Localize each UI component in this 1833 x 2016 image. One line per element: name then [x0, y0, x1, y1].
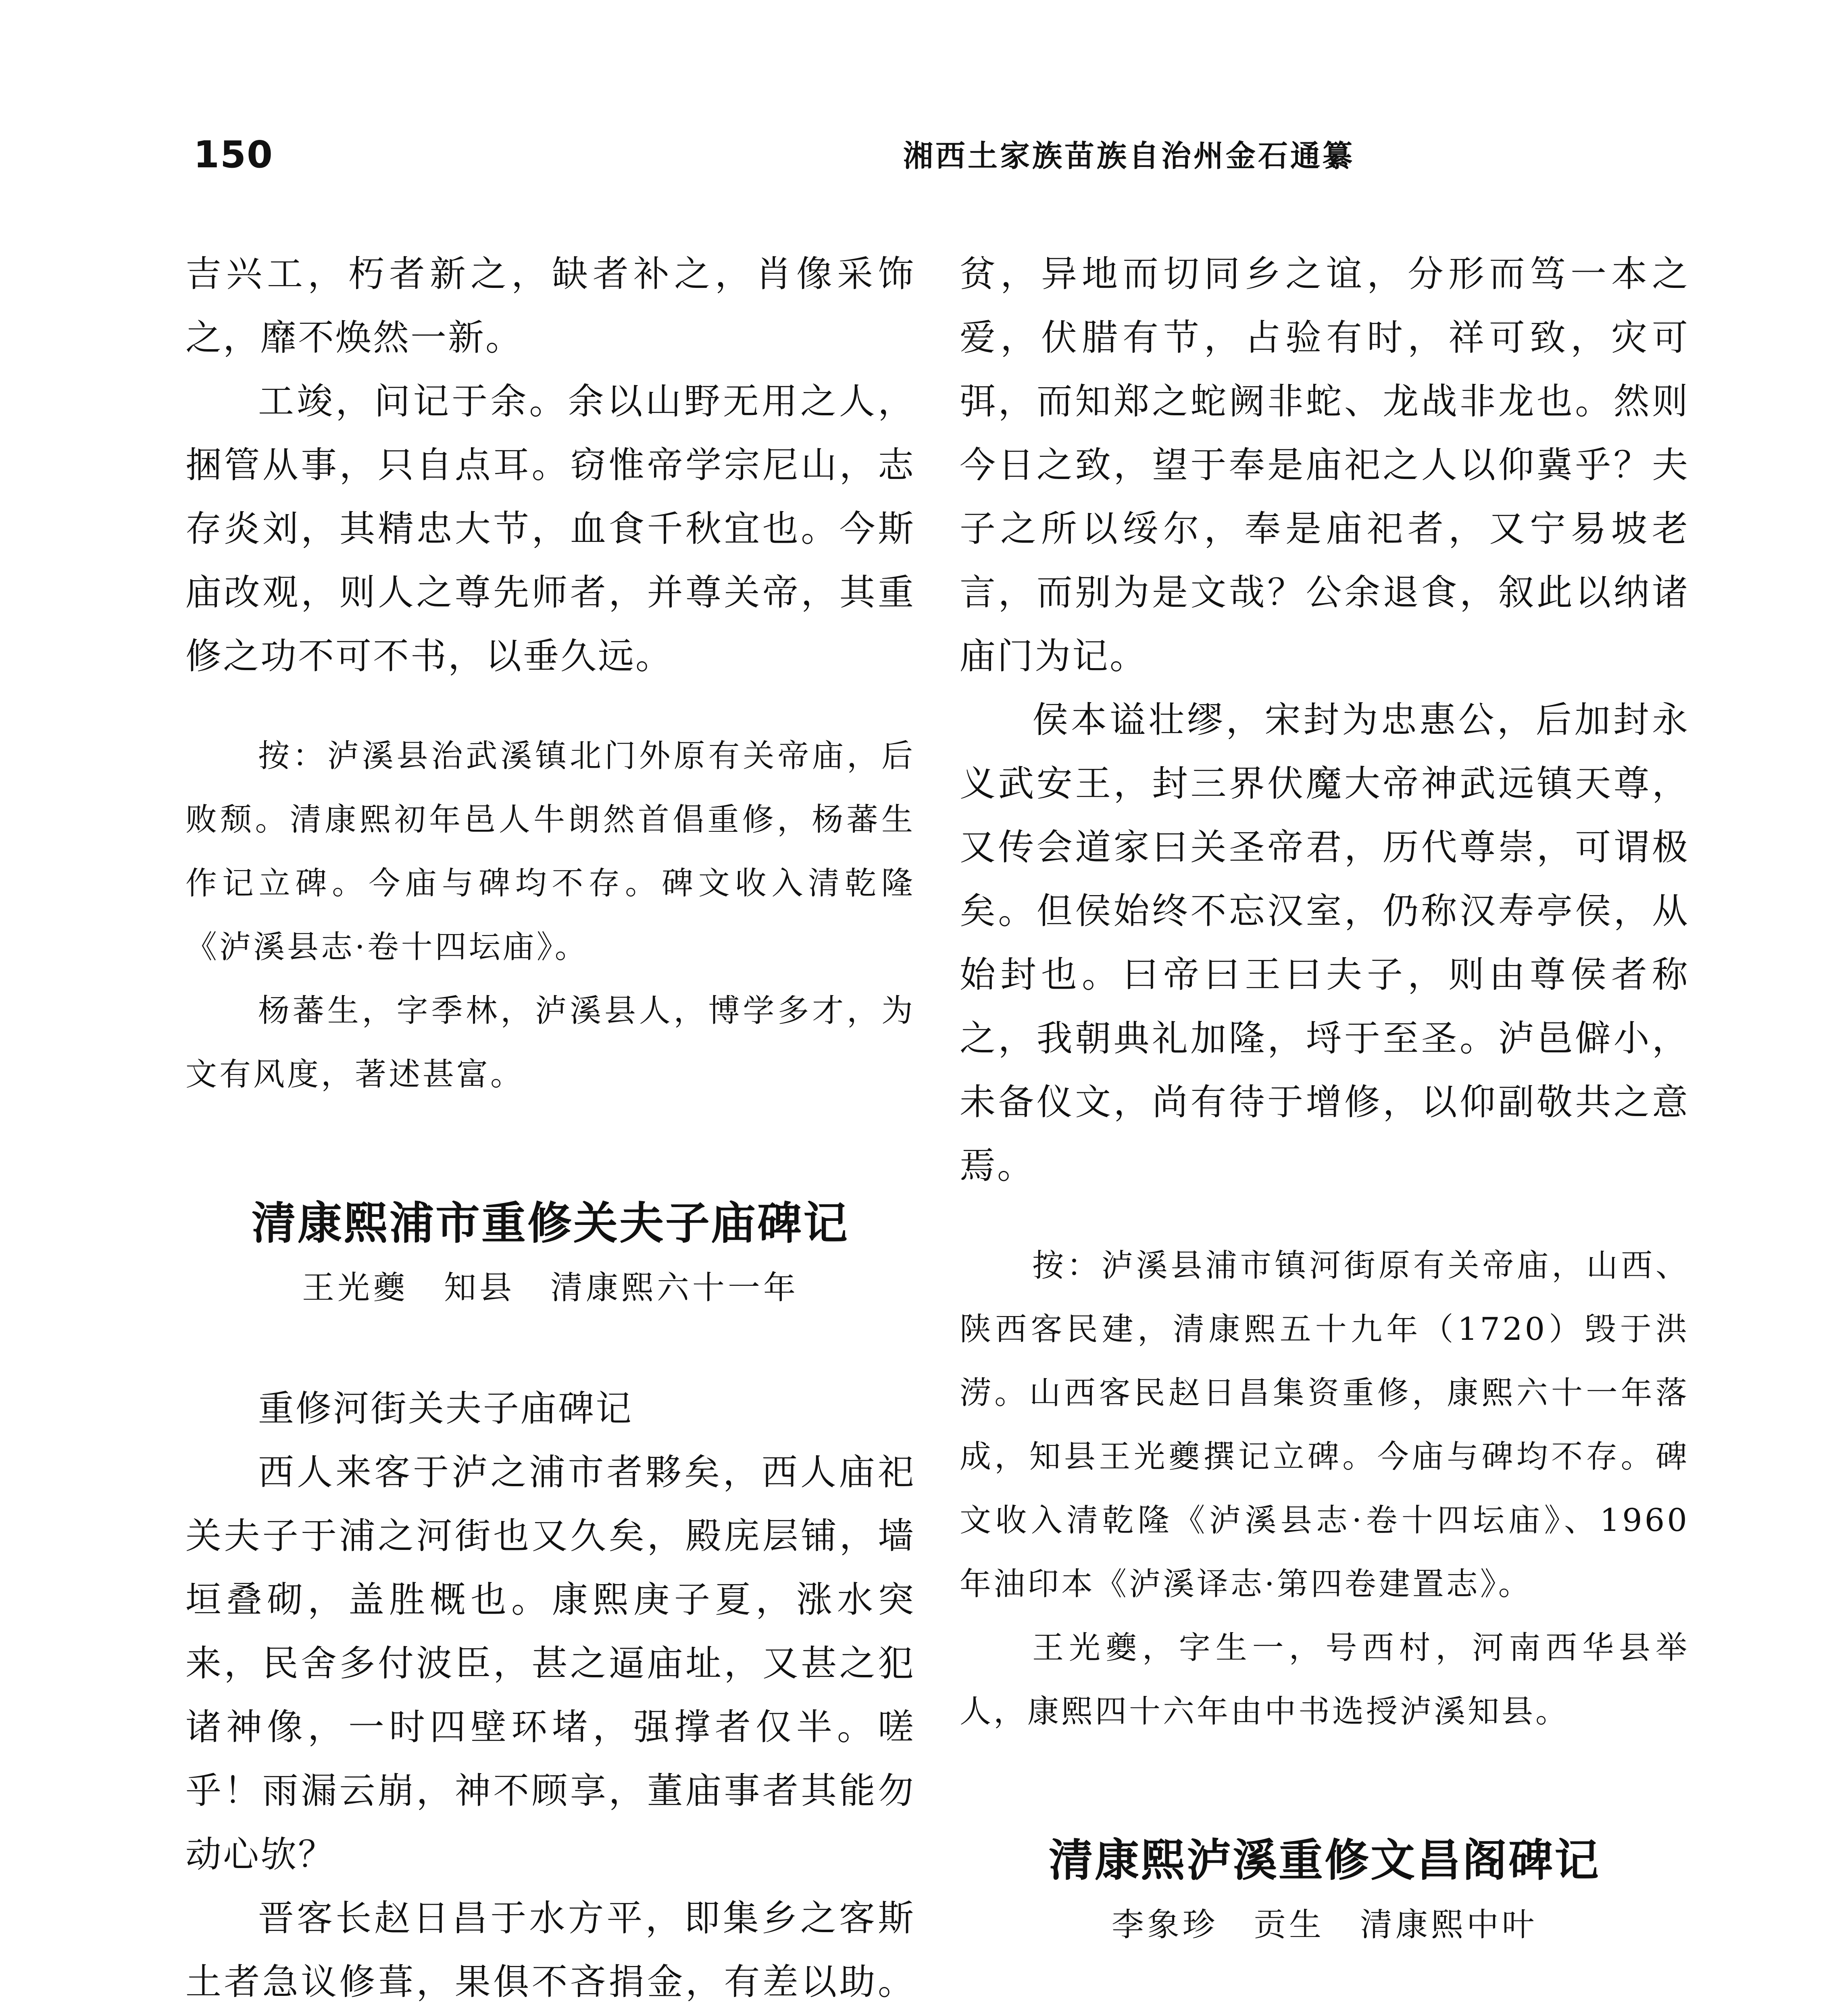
- running-head: 湘西土家族苗族自治州金石通纂: [903, 139, 1355, 173]
- body-paragraph: 晋客长赵日昌于水方平，即集乡之客斯土者急议修葺，果俱不吝捐金，有差以助。: [185, 1897, 915, 2003]
- inscription-heading: [960, 2014, 1689, 2016]
- editor-note: 按：泸溪县治武溪镇北门外原有关帝庙，后败颓。清康熙初年邑人牛朗然首倡重修，杨蕃生作记立碑。今庙与碑均不存。碑文收入清乾隆《泸溪县志·卷十四坛庙》。: [185, 738, 915, 965]
- editor-note: 按：泸溪县浦市镇河街原有关帝庙，山西、陕西客民建，清康熙五十九年（1720）毁于洪涝。山西客民赵日昌集资重修，康熙六十一年落成，知县王光夔撰记立碑。今庙与碑均不存。碑文收入清乾隆《泸溪县志·卷十四坛庙》、1960年油印本《泸溪译志·第四卷建置志》。: [960, 1248, 1689, 1602]
- article-byline: 李象珍 贡生 清康熙中叶: [1112, 1906, 1537, 1943]
- page-number: 150: [194, 133, 274, 176]
- author-note: 杨蕃生，字季林，泸溪县人，博学多才，为文有风度，著述甚富。: [185, 993, 915, 1093]
- article-byline: 王光夔 知县 清康熙六十一年: [302, 1269, 799, 1306]
- author-note: 王光夔，字生一，号西村，河南西华县举人，康熙四十六年由中书选授泸溪知县。: [960, 1630, 1689, 1730]
- body-paragraph: 吉兴工，朽者新之，缺者补之，肖像采饰之，靡不焕然一新。: [185, 253, 915, 358]
- body-paragraph: 贫，异地而切同乡之谊，分形而笃一本之爱，伏腊有节，占验有时，祥可致，灾可弭，而知郑之蛇阙非蛇、龙战非龙也。然则今日之致，望于奉是庙祀之人以仰冀乎？夫子之所以绥尔，奉是庙祀者，又宁易坡老言，而别为是文哉？公余退食，叙此以纳诸庙门为记。: [960, 253, 1689, 677]
- article-title: 清康熙泸溪重修文昌阁碑记: [1049, 1835, 1600, 1886]
- right-column: [960, 242, 1689, 2016]
- body-paragraph: 西人来客于泸之浦市者夥矣，西人庙祀关夫子于浦之河街也又久矣，殿庑层铺，墙垣叠砌，盖胜概也。康熙庚子夏，涨水突来，民舍多付波臣，甚之逼庙址，又甚之犯诸神像，一时四壁环堵，强撑者仅半。嗟乎！雨漏云崩，神不顾享，董庙事者其能勿动心欤？: [185, 1451, 915, 1875]
- inscription-heading: 重修河街关夫子庙碑记: [258, 1387, 633, 1429]
- body-paragraph: 侯本谥壮缪，宋封为忠惠公，后加封永义武安王，封三界伏魔大帝神武远镇天尊，又传会道家曰关圣帝君，历代尊崇，可谓极矣。但侯始终不忘汉室，仍称汉寿亭侯，从始封也。曰帝曰王曰夫子，则由尊侯者称之，我朝典礼加隆，埒于至圣。泸邑僻小，未备仪文，尚有待于增修，以仰副敬共之意焉。: [960, 699, 1689, 1187]
- article-title: 清康熙浦市重修关夫子庙碑记: [252, 1198, 849, 1249]
- body-paragraph: 工竣，问记于余。余以山野无用之人，捆管从事，只自点耳。窃惟帝学宗尼山，志存炎刘，其精忠大节，血食千秋宜也。今斯庙改观，则人之尊先师者，并尊关帝，其重修之功不可不书，以垂久远。: [185, 380, 915, 677]
- left-column: [185, 242, 915, 2016]
